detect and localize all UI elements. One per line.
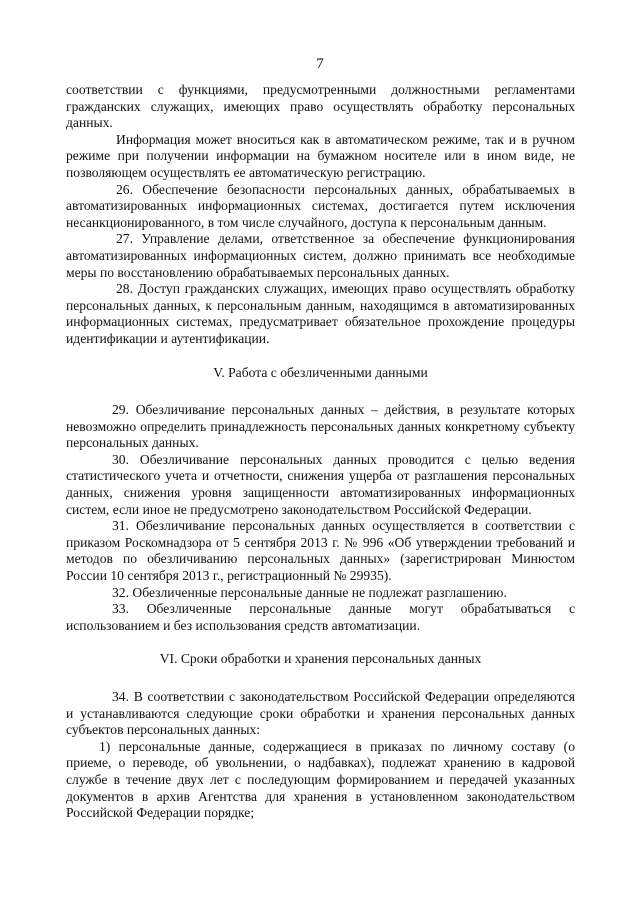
paragraph-27: 27. Управление делами, ответственное за обеспечение функционирования автоматизированных информационных систем, должно принимать все необходимые меры по восстановлению обрабатываемых персональных данных. <box>66 231 575 280</box>
paragraph-33: 33. Обезличенные персональные данные могут обрабатываться с использованием и без использования средств автоматизации. <box>66 601 575 633</box>
spacer <box>66 668 575 689</box>
paragraph-29: 29. Обезличивание персональных данных – действия, в результате которых невозможно определить принадлежность персональных данных конкретному субъекту персональных данных. <box>66 402 575 451</box>
spacer <box>66 348 575 365</box>
paragraph-32: 32. Обезличенные персональные данные не подлежат разглашению. <box>112 584 507 600</box>
paragraph-28: 28. Доступ гражданских служащих, имеющих право осуществлять обработку персональных данных, к персональным данным, находящимся в автоматизированных информационных системах, предусматривает обязательное прохождение процедуры идентификации и аутентификации. <box>66 281 575 346</box>
section-5-heading: V. Работа с обезличенными данными <box>213 364 428 380</box>
spacer <box>66 634 575 651</box>
spacer <box>66 381 575 402</box>
paragraph-continuation: соответствии с функциями, предусмотренными должностными регламентами гражданских служащих, имеющих право осуществлять обработку персональных данных. <box>66 82 575 131</box>
paragraph-info-input: Информация может вноситься как в автоматическом режиме, так и в ручном режиме при получении информации на бумажном носителе или в ином виде, не позволяющем осуществлять ее автоматическую регистрацию. <box>66 131 575 180</box>
paragraph-30: 30. Обезличивание персональных данных проводится с целью ведения статистического учета и отчетности, снижения ущерба от разглашения персональных данных, снижения уровня защищенности автоматизированных информационных систем, если иное не предусмотрено законодательством Российской Федерации. <box>66 451 575 517</box>
section-6-heading: VI. Сроки обработки и хранения персональных данных <box>159 651 482 667</box>
paragraph-34: 34. В соответствии с законодательством Российской Федерации определяются и устанавливаются следующие сроки обработки и хранения персональных данных субъектов персональных данных: <box>66 689 575 738</box>
document-body <box>66 82 575 822</box>
page-number: 7 <box>316 56 324 72</box>
paragraph-31: 31. Обезличивание персональных данных осуществляется в соответствии с приказом Роскомнадзора от 5 сентября 2013 г. № 996 «Об утверждении требований и методов по обезличиванию персональных данных» (зарегистрирован Минюстом России 10 сентября 2013 г., регистрационный № 29935). <box>66 518 575 584</box>
paragraph-26: 26. Обеспечение безопасности персональных данных, обрабатываемых в автоматизированных информационных системах, достигается путем исключения несанкционированного, в том числе случайного, доступа к персональным данным. <box>66 181 575 230</box>
list-item-1: 1) персональные данные, содержащиеся в приказах по личному составу (о приеме, о переводе, об увольнении, о надбавках), подлежат хранению в кадровой службе в течение двух лет с последующим формированием и передачей указанных документов в архив Агентства для хранения в установленном законодательством Российской Федерации порядке; <box>66 738 575 821</box>
